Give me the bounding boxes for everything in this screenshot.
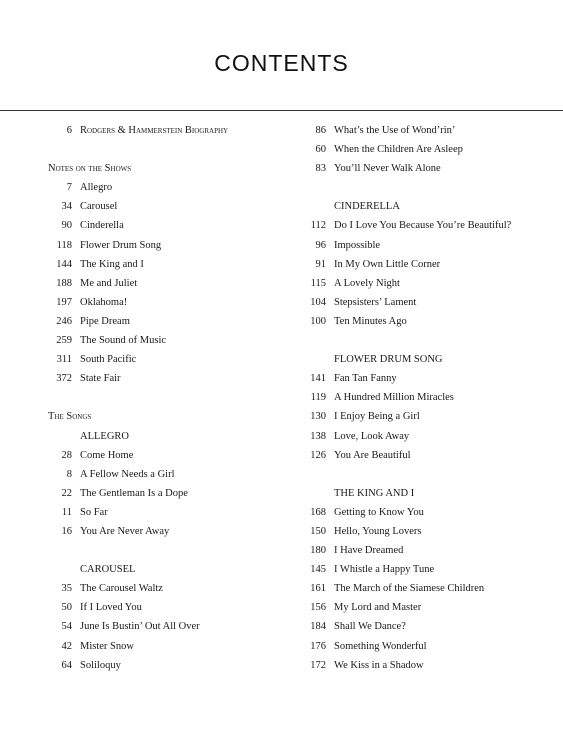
- entry-label: Cinderella: [80, 220, 124, 232]
- spacer: [298, 331, 563, 350]
- toc-entry: [40, 331, 300, 350]
- toc-entry: [40, 178, 300, 197]
- page-number: 372: [56, 373, 72, 385]
- page-number: 28: [61, 449, 72, 461]
- toc-entry: [298, 541, 563, 560]
- entry-label: You’ll Never Walk Alone: [334, 163, 441, 175]
- carousel-cont-list: [298, 121, 563, 178]
- page-number: 7: [66, 182, 72, 194]
- flower-list: [298, 369, 563, 464]
- toc-entry: [298, 579, 563, 598]
- entry-label: The March of the Siamese Children: [334, 583, 485, 595]
- toc-entry: [298, 446, 563, 465]
- entry-label: Soliloquy: [80, 659, 121, 671]
- page-number: 138: [310, 430, 326, 442]
- entry-label: You Are Beautiful: [334, 449, 411, 461]
- entry-label: Shall We Dance?: [334, 621, 406, 633]
- toc-entry: [298, 407, 563, 426]
- toc-entry: [298, 255, 563, 274]
- page-number: 54: [61, 621, 72, 633]
- entry-label: Carousel: [80, 201, 118, 213]
- toc-entry: [298, 617, 563, 636]
- toc-entry: [298, 121, 563, 140]
- toc-entry: [40, 236, 300, 255]
- entry-label: Allegro: [80, 182, 113, 194]
- page-number: 86: [315, 125, 326, 136]
- toc-entry: [298, 656, 563, 675]
- entry-label: Do I Love You Because You’re Beautiful?: [334, 220, 512, 232]
- page-number: 90: [61, 220, 72, 232]
- page-number: 22: [61, 487, 72, 499]
- notes-list: [40, 178, 300, 388]
- page-number: 8: [66, 468, 72, 480]
- page-number: 34: [61, 201, 72, 213]
- entry-label: June Is Bustin’ Out All Over: [80, 621, 200, 633]
- spacer: [298, 465, 563, 484]
- page-number: 112: [310, 220, 326, 232]
- cinderella-list: [298, 216, 563, 331]
- entry-label: Flower Drum Song: [80, 239, 162, 251]
- toc-entry: [298, 369, 563, 388]
- toc-entry: [298, 140, 563, 159]
- page-number: 96: [315, 239, 326, 251]
- section-heading-songs: The Songs: [48, 411, 92, 423]
- toc-entry: [298, 293, 563, 312]
- entry-label: In My Own Little Corner: [334, 258, 441, 270]
- king-list: [298, 503, 563, 675]
- entry-label: I Have Dreamed: [334, 545, 404, 557]
- page-number: 172: [310, 659, 326, 671]
- entry-label: A Hundred Million Miracles: [334, 392, 454, 404]
- toc-entry: [40, 197, 300, 216]
- toc-entry: [40, 255, 300, 274]
- entry-label: The Gentleman Is a Dope: [80, 487, 188, 499]
- entry-label: I Enjoy Being a Girl: [334, 411, 420, 423]
- toc-entry: [40, 503, 300, 522]
- page-number: 246: [56, 315, 72, 327]
- show-heading-flower-drum-song: FLOWER DRUM SONG: [334, 354, 443, 366]
- entry-label: Pipe Dream: [80, 315, 130, 327]
- entry-label: I Whistle a Happy Tune: [334, 564, 435, 576]
- page-number: 60: [315, 144, 326, 156]
- page-number: 176: [310, 640, 326, 652]
- toc-entry: [298, 159, 563, 178]
- toc-entry: [40, 522, 300, 541]
- page-number: 100: [310, 315, 326, 327]
- entry-label: Rodgers & Hammerstein Biography: [80, 125, 229, 136]
- page-number: 91: [315, 258, 326, 270]
- page-number: 145: [310, 564, 326, 576]
- toc-entry: [40, 216, 300, 235]
- toc-entry: [40, 293, 300, 312]
- show-heading-king-and-i: THE KING AND I: [334, 487, 415, 499]
- page-number: 83: [315, 163, 326, 175]
- page-number: 197: [56, 296, 72, 308]
- entry-label: Me and Juliet: [80, 277, 138, 289]
- page-number: 144: [56, 258, 72, 270]
- page-number: 126: [310, 449, 326, 461]
- page-number: 180: [310, 545, 326, 557]
- entry-label: When the Children Are Asleep: [334, 144, 463, 156]
- toc-entry: [298, 427, 563, 446]
- toc-entry: [298, 216, 563, 235]
- toc-entry: [40, 121, 300, 140]
- left-column: [40, 121, 300, 675]
- page-number: 50: [61, 602, 72, 614]
- entry-label: South Pacific: [80, 354, 137, 366]
- entry-label: Stepsisters’ Lament: [334, 296, 417, 308]
- entry-label: Getting to Know You: [334, 506, 424, 518]
- entry-label: Ten Minutes Ago: [334, 315, 407, 327]
- show-heading-allegro: ALLEGRO: [80, 430, 129, 442]
- right-column: [298, 121, 563, 675]
- toc-entry: [298, 637, 563, 656]
- page-number: 168: [310, 506, 326, 518]
- page-number: 16: [61, 525, 72, 537]
- toc-entry: [298, 522, 563, 541]
- spacer: [40, 140, 300, 159]
- page-number: 259: [56, 335, 72, 347]
- page-number: 64: [61, 659, 72, 671]
- entry-label: Oklahoma!: [80, 296, 128, 308]
- page-number: 311: [56, 354, 72, 366]
- section-heading-notes: Notes on the Shows: [48, 163, 132, 175]
- toc-entry: [298, 560, 563, 579]
- show-heading-carousel: CAROUSEL: [80, 564, 136, 576]
- toc-entry: [40, 465, 300, 484]
- entry-label: So Far: [80, 506, 108, 518]
- toc-entry: [40, 369, 300, 388]
- page-number: 156: [310, 602, 326, 614]
- page-title: CONTENTS: [214, 50, 349, 76]
- page-number: 150: [310, 525, 326, 537]
- toc-entry: [40, 579, 300, 598]
- entry-label: A Fellow Needs a Girl: [80, 468, 175, 480]
- entry-label: If I Loved You: [80, 602, 142, 614]
- toc-entry: [40, 350, 300, 369]
- page-number: 42: [61, 640, 72, 652]
- title-rule: [0, 110, 563, 111]
- toc-entry: [40, 274, 300, 293]
- page-number: 35: [61, 583, 72, 595]
- entry-label: Hello, Young Lovers: [334, 525, 422, 537]
- carousel-list: [40, 579, 300, 674]
- page-number: 6: [66, 125, 72, 136]
- entry-label: What’s the Use of Wond’rin’: [334, 125, 456, 136]
- entry-label: State Fair: [80, 373, 121, 385]
- entry-label: The King and I: [80, 258, 144, 270]
- toc-entry: [40, 617, 300, 636]
- toc-entry: [40, 446, 300, 465]
- page-number: 130: [310, 411, 326, 423]
- toc-entry: [40, 312, 300, 331]
- page-number: 188: [56, 277, 72, 289]
- entry-label: The Sound of Music: [80, 335, 167, 347]
- entry-label: You Are Never Away: [80, 525, 170, 537]
- page-number: 11: [61, 506, 72, 518]
- entry-label: A Lovely Night: [334, 277, 400, 289]
- entry-label: The Carousel Waltz: [80, 583, 163, 595]
- page-number: 119: [310, 392, 326, 404]
- allegro-list: [40, 446, 300, 541]
- entry-label: Come Home: [80, 449, 134, 461]
- entry-label: Mister Snow: [80, 640, 134, 652]
- page-number: 104: [310, 296, 326, 308]
- entry-label: Something Wonderful: [334, 640, 427, 652]
- entry-label: My Lord and Master: [334, 602, 422, 614]
- toc-entry: [298, 312, 563, 331]
- toc-entry: [40, 656, 300, 675]
- page-number: 118: [56, 239, 72, 251]
- page-number: 184: [310, 621, 326, 633]
- page-number: 161: [310, 583, 326, 595]
- spacer: [40, 388, 300, 407]
- entry-label: Love, Look Away: [334, 430, 410, 442]
- entry-label: Impossible: [334, 239, 381, 251]
- toc-entry: [298, 598, 563, 617]
- toc-entry: [298, 388, 563, 407]
- entry-label: We Kiss in a Shadow: [334, 659, 424, 671]
- toc-entry: [40, 637, 300, 656]
- show-heading-cinderella: CINDERELLA: [334, 201, 400, 213]
- spacer: [298, 178, 563, 197]
- toc-entry: [40, 484, 300, 503]
- toc-entry: [298, 274, 563, 293]
- page-number: 141: [310, 373, 326, 385]
- toc-entry: [40, 598, 300, 617]
- page-number: 115: [310, 277, 326, 289]
- toc-entry: [298, 236, 563, 255]
- entry-label: Fan Tan Fanny: [334, 373, 397, 385]
- spacer: [40, 541, 300, 560]
- toc-entry: [298, 503, 563, 522]
